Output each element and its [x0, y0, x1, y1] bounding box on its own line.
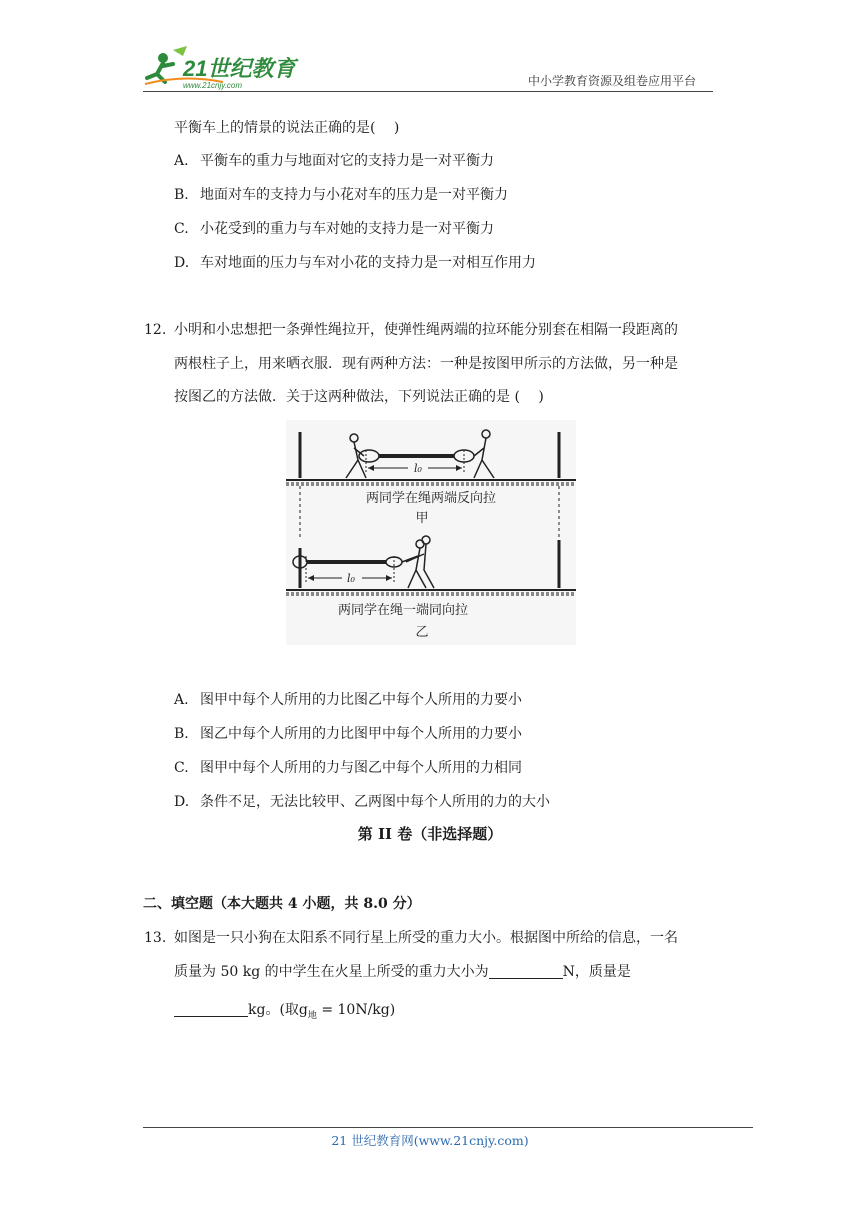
option-text: 图甲中每个人所用的力与图乙中每个人所用的力相同 — [200, 760, 522, 776]
q11-option-c — [174, 219, 494, 239]
logo-url: www.21cnjy.com — [183, 81, 242, 90]
q13-stem-line-2 — [174, 962, 631, 982]
option-letter: A. — [174, 153, 189, 169]
option-letter: C. — [174, 221, 189, 237]
option-letter: A. — [174, 692, 189, 708]
q12-option-a — [174, 690, 522, 710]
q11-option-b — [174, 185, 508, 205]
site-logo — [143, 44, 313, 94]
part2-title: 第 II 卷（非选择题） — [357, 825, 503, 843]
q13-stem-line-3 — [174, 1000, 395, 1026]
option-letter: B. — [174, 726, 189, 742]
rope-pulling-diagram — [286, 420, 576, 645]
option-letter: D. — [174, 255, 190, 271]
section2-heading: 二、填空题（本大题共 4 小题，共 8.0 分） — [143, 896, 421, 912]
caption-bottom: 两同学在绳一端同向拉 — [337, 603, 469, 618]
footer-text: 21 世纪教育网(www.21cnjy.com) — [331, 1133, 529, 1148]
length-label-top: l₀ — [414, 462, 422, 475]
logo-text: 21世纪教育 — [183, 56, 296, 81]
length-label-bottom: l₀ — [347, 572, 355, 585]
q11-option-a — [174, 151, 494, 171]
q11-option-d — [174, 253, 536, 273]
answer-blank-2[interactable] — [174, 1002, 248, 1017]
question-number: 12. — [144, 322, 167, 338]
label-yi: 乙 — [415, 625, 429, 640]
option-text: 图乙中每个人所用的力比图甲中每个人所用的力要小 — [200, 726, 522, 742]
header-platform-name: 中小学教育资源及组卷应用平台 — [528, 74, 697, 88]
header-divider — [143, 91, 713, 92]
option-text: 图甲中每个人所用的力比图乙中每个人所用的力要小 — [200, 692, 522, 708]
option-text: 平衡车的重力与地面对它的支持力是一对平衡力 — [200, 153, 494, 169]
label-jia: 甲 — [415, 511, 429, 526]
stem-text: 如图是一只小狗在太阳系不同行星上所受的重力大小。根据图中所给的信息，一名 — [174, 930, 678, 946]
q12-stem-line-1 — [144, 320, 678, 340]
option-letter: D. — [174, 794, 190, 810]
stem-text: N，质量是 — [562, 964, 631, 980]
option-text: 小花受到的重力与车对她的支持力是一对平衡力 — [200, 221, 494, 237]
option-text: 地面对车的支持力与小花对车的压力是一对平衡力 — [200, 187, 508, 203]
q12-option-c — [174, 758, 522, 778]
q12-figure — [286, 420, 576, 645]
stem-text: 小明和小忠想把一条弹性绳拉开，使弹性绳两端的拉环能分别套在相隔一段距离的 — [174, 322, 678, 338]
option-text: 条件不足，无法比较甲、乙两图中每个人所用的力的大小 — [200, 794, 550, 810]
caption-top: 两同学在绳两端反向拉 — [365, 491, 497, 506]
stem-text: 质量为 50 kg 的中学生在火星上所受的重力大小为 — [174, 964, 489, 980]
question-number: 13. — [144, 930, 167, 946]
q12-option-b — [174, 724, 522, 744]
q12-stem-line-3: 按图乙的方法做．关于这两种做法，下列说法正确的是 ( ) — [174, 389, 544, 405]
q12-option-d — [174, 792, 550, 812]
option-text: 车对地面的压力与车对小花的支持力是一对相互作用力 — [200, 255, 536, 271]
stem-text: kg。(取g — [248, 1002, 308, 1018]
answer-blank-1[interactable] — [489, 964, 563, 979]
q11-stem-tail: 平衡车上的情景的说法正确的是( ) — [174, 120, 400, 136]
subscript-text: 地 — [307, 1010, 317, 1021]
option-letter: B. — [174, 187, 189, 203]
runner-logo-icon — [143, 44, 313, 94]
stem-text: = 10N/kg) — [316, 1002, 396, 1018]
option-letter: C. — [174, 760, 189, 776]
q12-stem-line-2: 两根柱子上，用来晒衣服．现有两种方法：一种是按图甲所示的方法做，另一种是 — [174, 356, 678, 372]
footer-divider — [143, 1127, 753, 1128]
q13-stem-line-1 — [144, 928, 678, 948]
